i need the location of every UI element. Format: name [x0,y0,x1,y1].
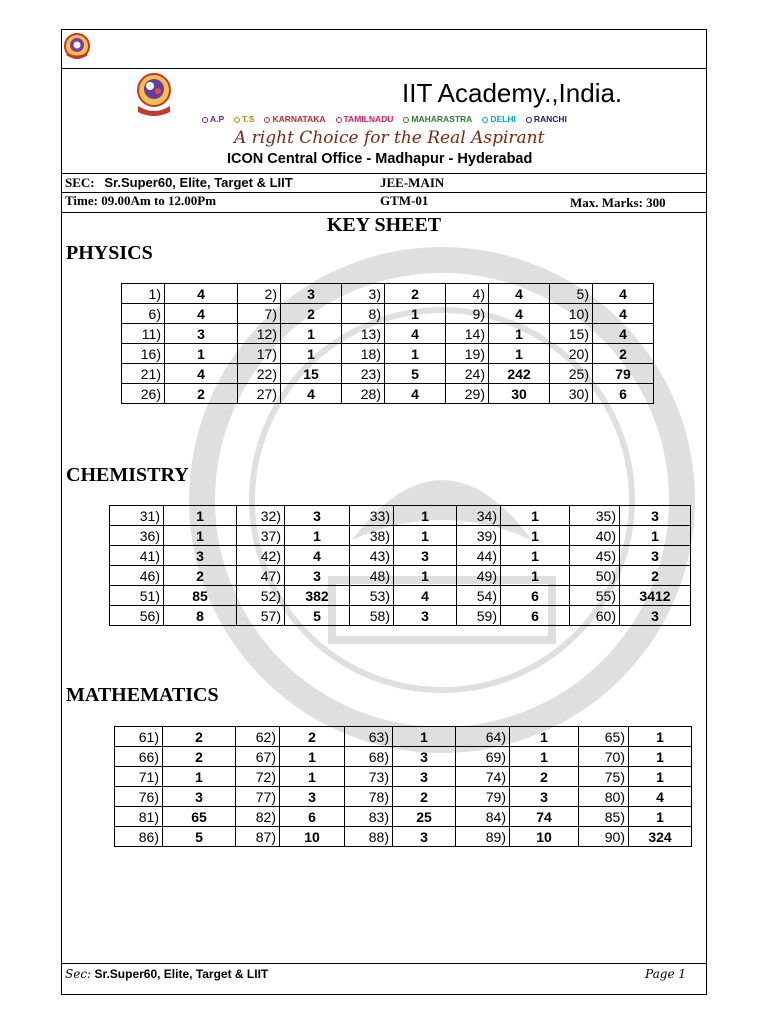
answer-key: 1 [510,747,579,767]
answer-key: 6 [593,384,654,404]
answer-key: 382 [285,586,350,606]
question-number: 9) [446,304,489,324]
answer-row [122,364,654,384]
answer-key: 2 [385,284,446,304]
footer-sec-value: Sr.Super60, Elite, Target & LIIT [94,967,269,981]
answer-key: 10 [280,827,345,847]
state-label: A.P [210,114,225,124]
question-number: 28) [342,384,385,404]
answer-key: 3 [285,566,350,586]
state-list [202,114,577,124]
question-number: 40) [570,526,620,546]
answer-row [122,324,654,344]
question-number: 23) [342,364,385,384]
question-number: 70) [579,747,629,767]
answer-key: 6 [501,586,570,606]
question-number: 21) [122,364,165,384]
question-number: 20) [550,344,593,364]
question-number: 47) [237,566,285,586]
question-number: 58) [350,606,394,626]
answer-key: 2 [510,767,579,787]
answer-key: 1 [281,324,342,344]
question-number: 41) [110,546,164,566]
answer-row [110,546,691,566]
answer-key: 74 [510,807,579,827]
question-number: 56) [110,606,164,626]
answer-key: 1 [164,506,237,526]
question-number: 46) [110,566,164,586]
answer-key: 3 [394,546,457,566]
question-number: 67) [236,747,280,767]
question-number: 8) [342,304,385,324]
answer-key: 1 [394,526,457,546]
flower-icon [202,117,208,123]
max-marks: Max. Marks: 300 [570,195,666,210]
answer-table-chemistry [109,505,691,626]
answer-key: 10 [510,827,579,847]
brand-title: IIT Academy.,India. [402,78,623,108]
answer-key: 8 [164,606,237,626]
answer-key: 3 [393,767,456,787]
sec-value: Sr.Super60, Elite, Target & LIIT [104,175,293,190]
answer-key: 4 [593,284,654,304]
answer-row [115,787,692,807]
test-code: GTM-01 [380,193,429,208]
answer-key: 1 [501,506,570,526]
institute-logo [134,72,174,118]
answer-row [110,606,691,626]
flower-icon [336,117,342,123]
section-title-physics: PHYSICS [66,242,153,264]
question-number: 34) [457,506,501,526]
question-number: 82) [236,807,280,827]
answer-key: 5 [385,364,446,384]
question-number: 71) [115,767,163,787]
answer-key: 4 [285,546,350,566]
answer-row [110,506,691,526]
state-label: DELHI [490,114,516,124]
question-number: 85) [579,807,629,827]
answer-key: 3 [510,787,579,807]
question-number: 39) [457,526,501,546]
question-number: 73) [345,767,393,787]
answer-table-mathematics [114,726,692,847]
answer-row [110,586,691,606]
answer-key: 1 [165,344,238,364]
state-label: TAMILNADU [343,114,394,124]
question-number: 59) [457,606,501,626]
question-number: 42) [237,546,285,566]
footer-sec-label: Sec: [65,967,92,981]
answer-key: 25 [393,807,456,827]
answer-key: 2 [163,747,236,767]
office-address: ICON Central Office - Madhapur - Hyderabad [227,151,533,167]
question-number: 43) [350,546,394,566]
answer-key: 1 [163,767,236,787]
question-number: 35) [570,506,620,526]
answer-table-physics [121,283,654,404]
answer-key: 1 [501,546,570,566]
question-number: 14) [446,324,489,344]
question-number: 86) [115,827,163,847]
question-number: 30) [550,384,593,404]
question-number: 77) [236,787,280,807]
question-number: 5) [550,284,593,304]
answer-key: 3412 [620,586,691,606]
answer-key: 2 [280,727,345,747]
answer-key: 1 [501,566,570,586]
question-number: 78) [345,787,393,807]
answer-key: 2 [620,566,691,586]
question-number: 68) [345,747,393,767]
question-number: 29) [446,384,489,404]
answer-key: 3 [165,324,238,344]
question-number: 13) [342,324,385,344]
question-number: 31) [110,506,164,526]
question-number: 2) [238,284,281,304]
question-number: 50) [570,566,620,586]
question-number: 62) [236,727,280,747]
answer-key: 1 [393,727,456,747]
answer-row [115,807,692,827]
question-number: 4) [446,284,489,304]
question-number: 19) [446,344,489,364]
section-title-chemistry: CHEMISTRY [66,464,189,486]
question-number: 38) [350,526,394,546]
state-label: KARNATAKA [272,114,326,124]
answer-row [122,304,654,324]
question-number: 6) [122,304,165,324]
info-row-section [62,173,706,193]
top-strip [62,30,706,69]
question-number: 37) [237,526,285,546]
state-item [234,114,259,124]
question-number: 32) [237,506,285,526]
question-number: 51) [110,586,164,606]
answer-key: 79 [593,364,654,384]
answer-key: 1 [629,747,692,767]
answer-key: 1 [510,727,579,747]
question-number: 83) [345,807,393,827]
answer-key: 1 [394,506,457,526]
question-number: 87) [236,827,280,847]
question-number: 53) [350,586,394,606]
answer-key: 4 [593,324,654,344]
question-number: 75) [579,767,629,787]
section-title-mathematics: MATHEMATICS [66,684,219,706]
answer-key: 3 [620,606,691,626]
question-number: 79) [456,787,510,807]
footer-divider [62,963,706,964]
answer-key: 1 [489,344,550,364]
question-number: 10) [550,304,593,324]
answer-key: 2 [163,727,236,747]
answer-key: 1 [385,304,446,324]
answer-key: 1 [164,526,237,546]
question-number: 16) [122,344,165,364]
info-row-time [62,192,706,213]
question-number: 36) [110,526,164,546]
state-item [202,114,229,124]
answer-key: 2 [164,566,237,586]
question-number: 49) [457,566,501,586]
answer-key: 4 [165,304,238,324]
answer-key: 3 [163,787,236,807]
question-number: 24) [446,364,489,384]
flower-icon [403,117,409,123]
flower-icon [526,117,532,123]
state-item [526,114,572,124]
answer-key: 3 [393,747,456,767]
question-number: 88) [345,827,393,847]
question-number: 44) [457,546,501,566]
question-number: 45) [570,546,620,566]
question-number: 66) [115,747,163,767]
state-item [403,114,477,124]
answer-key: 1 [629,807,692,827]
answer-key: 4 [593,304,654,324]
question-number: 84) [456,807,510,827]
answer-row [122,384,654,404]
answer-key: 1 [620,526,691,546]
question-number: 3) [342,284,385,304]
question-number: 81) [115,807,163,827]
page-number: Page 1 [645,967,686,981]
answer-key: 1 [385,344,446,364]
sec-label: SEC: [65,175,95,190]
answer-key: 1 [280,767,345,787]
question-number: 27) [238,384,281,404]
answer-key: 242 [489,364,550,384]
answer-key: 4 [281,384,342,404]
question-number: 76) [115,787,163,807]
state-label: T.S [242,114,255,124]
answer-row [110,566,691,586]
question-number: 48) [350,566,394,586]
answer-row [115,727,692,747]
answer-key: 6 [501,606,570,626]
question-number: 25) [550,364,593,384]
answer-key: 3 [285,506,350,526]
answer-key: 3 [164,546,237,566]
question-number: 12) [238,324,281,344]
answer-key: 5 [285,606,350,626]
question-number: 52) [237,586,285,606]
question-number: 63) [345,727,393,747]
answer-key: 30 [489,384,550,404]
question-number: 69) [456,747,510,767]
answer-key: 2 [593,344,654,364]
question-number: 80) [579,787,629,807]
answer-key: 3 [620,506,691,526]
question-number: 64) [456,727,510,747]
question-number: 33) [350,506,394,526]
answer-key: 4 [385,324,446,344]
answer-key: 1 [629,767,692,787]
state-item [264,114,330,124]
answer-row [115,747,692,767]
question-number: 89) [456,827,510,847]
answer-key: 1 [489,324,550,344]
institute-logo-small [62,32,92,62]
question-number: 55) [570,586,620,606]
question-number: 54) [457,586,501,606]
answer-key: 5 [163,827,236,847]
flower-icon [234,117,240,123]
page-frame [61,29,707,995]
question-number: 57) [237,606,285,626]
question-number: 65) [579,727,629,747]
answer-key: 15 [281,364,342,384]
answer-key: 3 [620,546,691,566]
answer-key: 4 [394,586,457,606]
footer-sec [65,967,268,981]
answer-key: 2 [165,384,238,404]
state-item [336,114,399,124]
question-number: 11) [122,324,165,344]
answer-key: 6 [280,807,345,827]
key-sheet-title: KEY SHEET [326,214,442,236]
question-number: 90) [579,827,629,847]
answer-key: 1 [281,344,342,364]
answer-key: 65 [163,807,236,827]
answer-key: 2 [393,787,456,807]
answer-key: 324 [629,827,692,847]
answer-key: 3 [280,787,345,807]
flower-icon [482,117,488,123]
question-number: 15) [550,324,593,344]
answer-key: 4 [165,364,238,384]
answer-key: 3 [281,284,342,304]
question-number: 1) [122,284,165,304]
state-label: RANCHI [533,114,567,124]
answer-key: 1 [394,566,457,586]
state-item [482,114,521,124]
answer-key: 3 [393,827,456,847]
answer-key: 3 [394,606,457,626]
answer-row [122,284,654,304]
answer-row [115,767,692,787]
question-number: 60) [570,606,620,626]
answer-key: 4 [385,384,446,404]
state-label: MAHARASTRA [411,114,473,124]
exam-name: JEE-MAIN [380,175,445,190]
answer-key: 1 [280,747,345,767]
answer-key: 4 [629,787,692,807]
question-number: 22) [238,364,281,384]
exam-time: Time: 09.00Am to 12.00Pm [65,193,217,208]
answer-key: 85 [164,586,237,606]
question-number: 18) [342,344,385,364]
question-number: 74) [456,767,510,787]
answer-key: 2 [281,304,342,324]
question-number: 61) [115,727,163,747]
flower-icon [264,117,270,123]
answer-key: 1 [285,526,350,546]
answer-key: 1 [629,727,692,747]
question-number: 26) [122,384,165,404]
tagline: A right Choice for the Real Aspirant [234,128,545,148]
answer-row [110,526,691,546]
answer-key: 4 [165,284,238,304]
question-number: 72) [236,767,280,787]
answer-row [122,344,654,364]
answer-key: 4 [489,284,550,304]
sec-info [65,175,293,191]
answer-key: 4 [489,304,550,324]
question-number: 17) [238,344,281,364]
question-number: 7) [238,304,281,324]
answer-row [115,827,692,847]
answer-key: 1 [501,526,570,546]
